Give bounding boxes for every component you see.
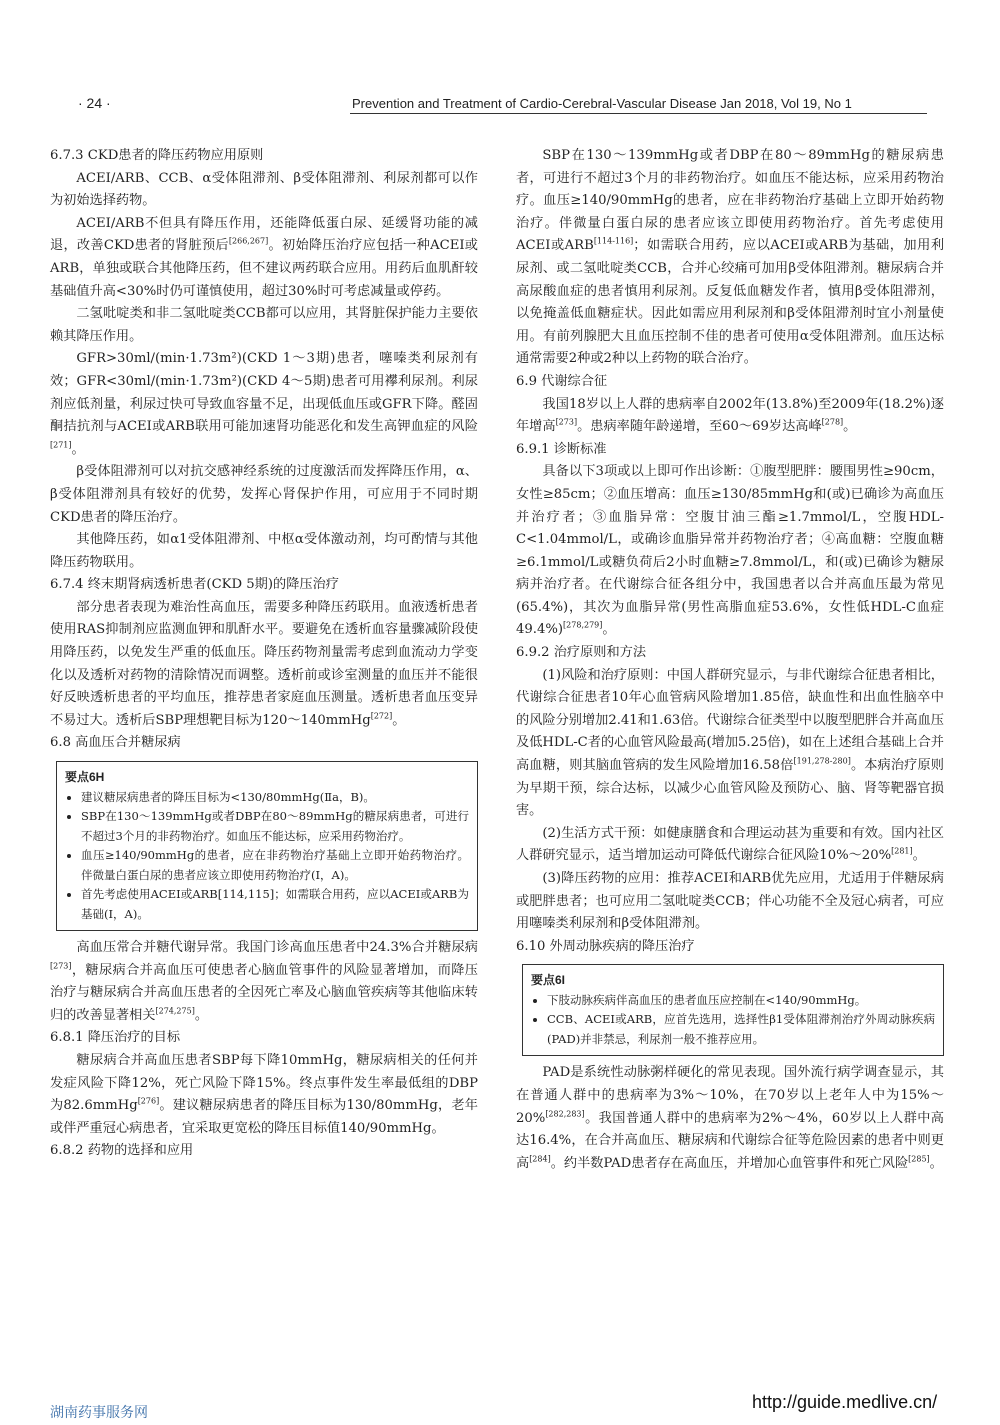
section-heading: 6.10 外周动脉疾病的降压治疗: [516, 938, 695, 954]
citation: [114-116]: [593, 236, 634, 246]
left-column: [50, 145, 478, 1163]
citation: [273]: [555, 417, 578, 427]
paragraph: 部分患者表现为难治性高血压，需要多种降压药联用。血液透析患者使用RAS抑制剂应监测血钾和肌酐水平。要避免在透析血容量骤减阶段使用降压药，以免发生严重的低血压。降压药物剂量需考虑到血流动力学变化以及透析对药物的清除情况而调整。透析前或诊室测量的血压并不能很好反映透析患者的平均血压，推荐患者家庭血压测量。透析患者血压变异不易过大。透析后SBP理想靶目标为120～140mmHg[272]。: [50, 599, 478, 728]
journal-header: Prevention and Treatment of Cardio-Cerebral-Vascular Disease Jan 2018, Vol 19, No 1: [352, 96, 852, 111]
list-item: • 下肢动脉疾病伴高血压的患者血压应控制在<140/90mmHg。: [547, 991, 935, 1011]
key-points-box-6i: [522, 964, 944, 1056]
citation: [276]: [137, 1096, 160, 1106]
footer-url[interactable]: http://guide.medlive.cn/: [752, 1392, 938, 1412]
list-item: • CCB、ACEI或ARB，应首先选用，选择性β1受体阻滞剂治疗外周动脉疾病(PAD)并非禁忌，利尿剂一般不推荐应用。: [547, 1010, 935, 1049]
paragraph: ACEI/ARB、CCB、α受体阻滞剂、β受体阻滞剂、利尿剂都可以作为初始选择药物。: [50, 170, 478, 209]
key-points-box-6h: [56, 761, 478, 931]
paragraph: (1)风险和治疗原则：中国人群研究显示，与非代谢综合征患者相比，代谢综合征患者10年心血管病风险增加1.85倍，缺血性和出血性脑卒中的风险分别增加2.41和1.63倍。代谢综合征类型中以腹型肥胖合并高血压及低HDL-C者的心血管风险最高(增加5.25倍)，如在上述组合基础上合并高血糖，则其脑血管病的发生风险增加16.58倍[191,278-280]。本病治疗原则为早期干预，综合达标，以减少心血管风险及预防心、脑、肾等靶器官损害。: [516, 667, 944, 819]
paragraph: GFR>30ml/(min·1.73m²)(CKD 1～3期)患者，噻嗪类利尿剂有效；GFR<30ml/(min·1.73m²)(CKD 4～5期)患者可用襻利尿剂。利尿剂应低剂量，利尿过快可导致血容量不足，出现低血压或GFR下降。醛固酮拮抗剂与ACEI或ARB联用可能加速肾功能恶化和发生高钾血症的风险[271]。: [50, 351, 478, 457]
paragraph: SBP在130～139mmHg或者DBP在80～89mmHg的糖尿病患者，可进行不超过3个月的非药物治疗。如血压不能达标，应采用药物治疗。血压≥140/90mmHg的患者，应在非药物治疗基础上立即开始药物治疗。伴微量白蛋白尿的患者应该立即使用药物治疗。首先考虑使用ACEI或ARB[114-116]；如需联合用药，应以ACEI或ARB为基础，加用利尿剂、或二氢吡啶类CCB，合并心绞痛可加用β受体阻滞剂。糖尿病合并高尿酸血症的患者慎用利尿剂。反复低血糖发作者，慎用β受体阻滞剂，以免掩盖低血糖症状。因此如需应用利尿剂和β受体阻滞剂时宜小剂量使用。有前列腺肥大且血压控制不佳的患者可使用α受体阻滞剂。血压达标通常需要2种或2种以上药物的联合治疗。: [516, 148, 945, 367]
list-item: • 建议糖尿病患者的降压目标为<130/80mmHg(Ⅱa，B)。: [81, 788, 469, 808]
citation: [272]: [370, 711, 393, 721]
page-number: · 24 ·: [78, 95, 111, 111]
section-heading: 6.7.3 CKD患者的降压药物应用原则: [50, 148, 264, 163]
header-rule: [350, 113, 927, 114]
paragraph: (3)降压药物的应用：推荐ACEI和ARB优先应用，尤适用于伴糖尿病或肥胖患者；也可应用二氢吡啶类CCB；伴心功能不全及冠心病者，可应用噻嗪类利尿剂和β受体阻滞剂。: [516, 871, 944, 932]
paragraph: 二氢吡啶类和非二氢吡啶类CCB都可以应用，其肾脏保护能力主要依赖其降压作用。: [50, 306, 478, 344]
citation: [282,283]: [545, 1109, 585, 1119]
section-heading: 6.8.2 药物的选择和应用: [50, 1143, 194, 1159]
paragraph: PAD是系统性动脉粥样硬化的常见表现。国外流行病学调查显示，其在普通人群中的患病率为3%～10%，在70岁以上老年人中为15%～20%[282,283]。我国普通人群中的患病率为2%～4%，60岁以上人群中高达16.4%，在合并高血压、糖尿病和代谢综合征等危险因素的患者中则更高[284]。约半数PAD患者存在高血压，并增加心血管事件和死亡风险[285]。: [516, 1065, 944, 1171]
citation: [278,279]: [563, 621, 603, 631]
section-heading: 6.8 高血压合并糖尿病: [50, 735, 181, 751]
footer-watermark: 湖南药事服务网: [50, 1404, 148, 1420]
section-heading: 6.9 代谢综合征: [516, 373, 608, 389]
paragraph: 我国18岁以上人群的患病率自2002年(13.8%)至2009年(18.2%)逐年增高[273]。患病率随年龄递增，至60～69岁达高峰[278]。: [516, 396, 944, 435]
section-heading: 6.9.2 治疗原则和方法: [516, 645, 647, 661]
section-heading: 6.9.1 诊断标准: [516, 441, 607, 457]
citation: [271]: [50, 440, 72, 450]
box-title: 要点6H: [65, 770, 105, 785]
paragraph: 糖尿病合并高血压患者SBP每下降10mmHg，糖尿病相关的任何并发症风险下降12%，死亡风险下降15%。终点事件发生率最低组的DBP为82.6mmHg[276]。建议糖尿病患者的降压目标为130/80mmHg，老年或伴严重冠心病患者，宜采取更宽松的降压目标值140/90mmHg。: [50, 1053, 478, 1136]
citation: [278]: [821, 417, 844, 427]
list-item: • SBP在130～139mmHg或者DBP在80～89mmHg的糖尿病患者，可进行不超过3个月的非药物治疗。如血压不能达标，应采用药物治疗。: [81, 807, 469, 846]
citation: [266,267]: [228, 236, 269, 246]
citation: [191,278-280]: [793, 756, 851, 766]
citation: [281]: [891, 847, 913, 857]
list-item: • 首先考虑使用ACEI或ARB[114,115]；如需联合用药，应以ACEI或ARB为基础(Ⅰ，A)。: [81, 885, 469, 924]
paragraph: ACEI/ARB不但具有降压作用，还能降低蛋白尿、延缓肾功能的减退，改善CKD患者的肾脏预后[266,267]。初始降压治疗应包括一种ACEI或ARB，单独或联合其他降压药，但不建议两药联合应用。用药后血肌酐较基础值升高<30%时仍可谨慎使用，超过30%时可考虑减量或停药。: [50, 215, 478, 299]
right-column: [516, 145, 944, 1175]
box-title: 要点6I: [531, 973, 566, 988]
citation: [273]: [50, 961, 72, 971]
section-heading: 6.7.4 终末期肾病透析患者(CKD 5期)的降压治疗: [50, 577, 339, 593]
paragraph: 高血压常合并糖代谢异常。我国门诊高血压患者中24.3%合并糖尿病[273]，糖尿病合并高血压可使患者心脑血管事件的风险显著增加，而降压治疗与糖尿病合并高血压患者的全因死亡率及心脑血管疾病等其他临床转归的改善显著相关[274,275]。: [50, 940, 478, 1023]
paragraph: 其他降压药，如α1受体阻滞剂、中枢α受体激动剂，均可酌情与其他降压药物联用。: [50, 532, 478, 570]
paragraph: β受体阻滞剂可以对抗交感神经系统的过度激活而发挥降压作用，α、β受体阻滞剂具有较好的优势，发挥心肾保护作用，可应用于不同时期CKD患者的降压治疗。: [50, 464, 478, 525]
citation: [285]: [908, 1154, 930, 1164]
section-heading: 6.8.1 降压治疗的目标: [50, 1030, 181, 1046]
citation: [274,275]: [155, 1006, 195, 1016]
paragraph: (2)生活方式干预：如健康膳食和合理运动甚为重要和有效。国内社区人群研究显示，适当增加运动可降低代谢综合征风险10%～20%[281]。: [516, 825, 944, 864]
citation: [284]: [529, 1154, 551, 1164]
list-item: • 血压≥140/90mmHg的患者，应在非药物治疗基础上立即开始药物治疗。伴微量白蛋白尿的患者应该立即使用药物治疗(Ⅰ，A)。: [81, 846, 469, 885]
paragraph: 具备以下3项或以上即可作出诊断：①腹型肥胖：腰围男性≥90cm，女性≥85cm；②血压增高：血压≥130/85mmHg和(或)已确诊为高血压并治疗者；③血脂异常：空腹甘油三酯≥1.7mmol/L，空腹HDL-C<1.04mmol/L，或确诊血脂异常并药物治疗者；④高血糖：空腹血糖≥6.1mmol/L或糖负荷后2小时血糖≥7.8mmol/L，和(或)已确诊为糖尿病并治疗者。在代谢综合征各组分中，我国患者以合并高血压最为常见(65.4%)，其次为血脂异常(男性高脂血症53.6%，女性低HDL-C血症49.4%)[278,279]。: [516, 464, 944, 638]
